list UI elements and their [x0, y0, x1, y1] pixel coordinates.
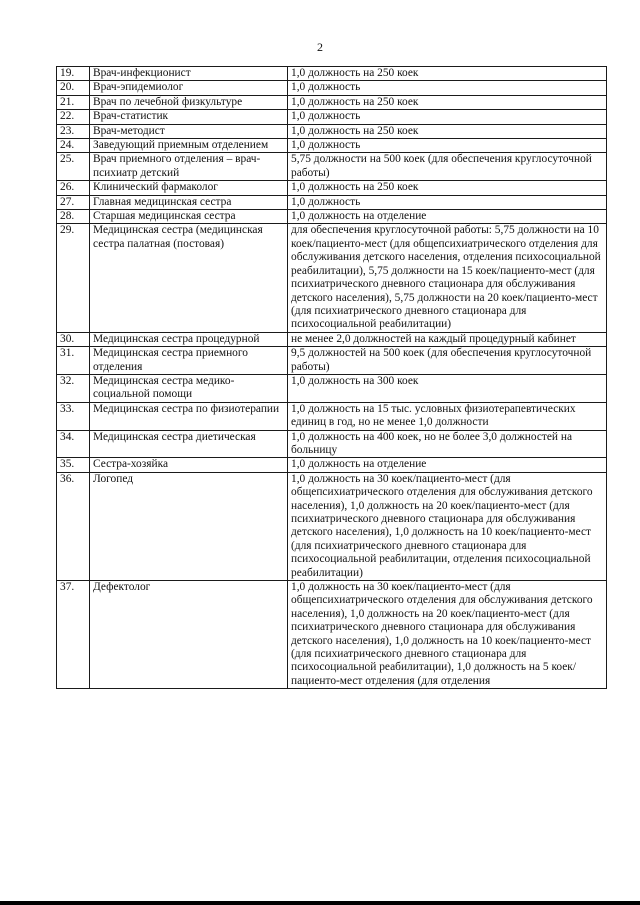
row-number: 23. [57, 124, 90, 138]
staffing-norm: 1,0 должность на отделение [288, 458, 607, 472]
position-title: Врач-методист [90, 124, 288, 138]
table-row [57, 374, 607, 402]
staffing-norm: 1,0 должность на 30 коек/пациенто-мест (для общепсихиатрического отделения для обслуживания детского населения), 1,0 должность на 20 коек/пациенто-мест (для психиатрического дневного стационара для обслуживания детского населения), 1,0 должность на 10 коек/пациенто-мест (для психиатрического дневного стационара для психосоциальной реабилитации), 1,0 должность на 5 коек/пациенто-мест отделения (для отделения [288, 581, 607, 689]
staffing-norm: 1,0 должность на 250 коек [288, 181, 607, 195]
position-title: Медицинская сестра (медицинская сестра палатная (постовая) [90, 224, 288, 332]
position-title: Медицинская сестра процедурной [90, 332, 288, 346]
staffing-norm: 9,5 должностей на 500 коек (для обеспечения круглосуточной работы) [288, 347, 607, 375]
staffing-norm: 1,0 должность на 30 коек/пациенто-мест (для общепсихиатрического отделения для обслуживания детского населения), 1,0 должность на 20 коек/пациенто-мест (для психиатрического дневного стационара для обслуживания детского населения), 1,0 должность на 10 коек/пациенто-мест (для психиатрического дневного стационара для психосоциальной реабилитации, отделения психосоциальной реабилитации) [288, 472, 607, 580]
staffing-norm: 1,0 должность на 400 коек, но не более 3,0 должностей на больницу [288, 430, 607, 458]
staffing-norm: не менее 2,0 должностей на каждый процедурный кабинет [288, 332, 607, 346]
staffing-norm: 1,0 должность на 300 коек [288, 374, 607, 402]
row-number: 24. [57, 139, 90, 153]
row-number: 35. [57, 458, 90, 472]
table-row [57, 458, 607, 472]
row-number: 20. [57, 81, 90, 95]
row-number: 31. [57, 347, 90, 375]
table-row [57, 472, 607, 580]
row-number: 29. [57, 224, 90, 332]
staffing-norm: 5,75 должности на 500 коек (для обеспечения круглосуточной работы) [288, 153, 607, 181]
row-number: 33. [57, 402, 90, 430]
row-number: 26. [57, 181, 90, 195]
page-number: 2 [317, 40, 323, 54]
row-number: 34. [57, 430, 90, 458]
staffing-norm: 1,0 должность [288, 81, 607, 95]
position-title: Дефектолог [90, 581, 288, 689]
table-row [57, 95, 607, 109]
position-title: Врач-статистик [90, 110, 288, 124]
row-number: 32. [57, 374, 90, 402]
staffing-norm: 1,0 должность на отделение [288, 210, 607, 224]
staffing-norm: 1,0 должность [288, 195, 607, 209]
table-row [57, 67, 607, 81]
position-title: Медицинская сестра по физиотерапии [90, 402, 288, 430]
position-title: Медицинская сестра медико-социальной помощи [90, 374, 288, 402]
position-title: Врач-инфекционист [90, 67, 288, 81]
position-title: Главная медицинская сестра [90, 195, 288, 209]
table-row [57, 402, 607, 430]
row-number: 30. [57, 332, 90, 346]
table-row [57, 581, 607, 689]
position-title: Врач-эпидемиолог [90, 81, 288, 95]
row-number: 21. [57, 95, 90, 109]
staffing-norm: 1,0 должность [288, 139, 607, 153]
table-row [57, 81, 607, 95]
staffing-norm: 1,0 должность на 250 коек [288, 67, 607, 81]
row-number: 22. [57, 110, 90, 124]
position-title: Медицинская сестра диетическая [90, 430, 288, 458]
table-row [57, 210, 607, 224]
position-title: Врач приемного отделения – врач-психиатр детский [90, 153, 288, 181]
position-title: Логопед [90, 472, 288, 580]
row-number: 37. [57, 581, 90, 689]
position-title: Медицинская сестра приемного отделения [90, 347, 288, 375]
table-row [57, 110, 607, 124]
position-title: Заведующий приемным отделением [90, 139, 288, 153]
staffing-norm: для обеспечения круглосуточной работы: 5,75 должности на 10 коек/пациенто-мест (для общепсихиатрического отделения для обслуживания детского населения, отделения психосоциальной реабилитации), 5,75 должности на 15 коек/пациенто-мест (для психиатрического дневного стационара для обслуживания детского населения), 5,75 должности на 20 коек/пациенто-мест (для психиатрического дневного стационара для психосоциальной реабилитации) [288, 224, 607, 332]
row-number: 25. [57, 153, 90, 181]
table-row [57, 224, 607, 332]
staffing-norm: 1,0 должность на 15 тыс. условных физиотерапевтических единиц в год, но не менее 1,0 должности [288, 402, 607, 430]
table-row [57, 124, 607, 138]
table-row [57, 153, 607, 181]
table-row [57, 332, 607, 346]
row-number: 36. [57, 472, 90, 580]
table-row [57, 181, 607, 195]
staffing-table [56, 66, 607, 689]
table-row [57, 430, 607, 458]
scan-edge [0, 901, 640, 905]
position-title: Врач по лечебной физкультуре [90, 95, 288, 109]
position-title: Старшая медицинская сестра [90, 210, 288, 224]
row-number: 27. [57, 195, 90, 209]
staffing-norm: 1,0 должность на 250 коек [288, 95, 607, 109]
table-row [57, 195, 607, 209]
table-row [57, 139, 607, 153]
row-number: 19. [57, 67, 90, 81]
table-row [57, 347, 607, 375]
staffing-norm: 1,0 должность на 250 коек [288, 124, 607, 138]
position-title: Сестра-хозяйка [90, 458, 288, 472]
row-number: 28. [57, 210, 90, 224]
staffing-norm: 1,0 должность [288, 110, 607, 124]
position-title: Клинический фармаколог [90, 181, 288, 195]
